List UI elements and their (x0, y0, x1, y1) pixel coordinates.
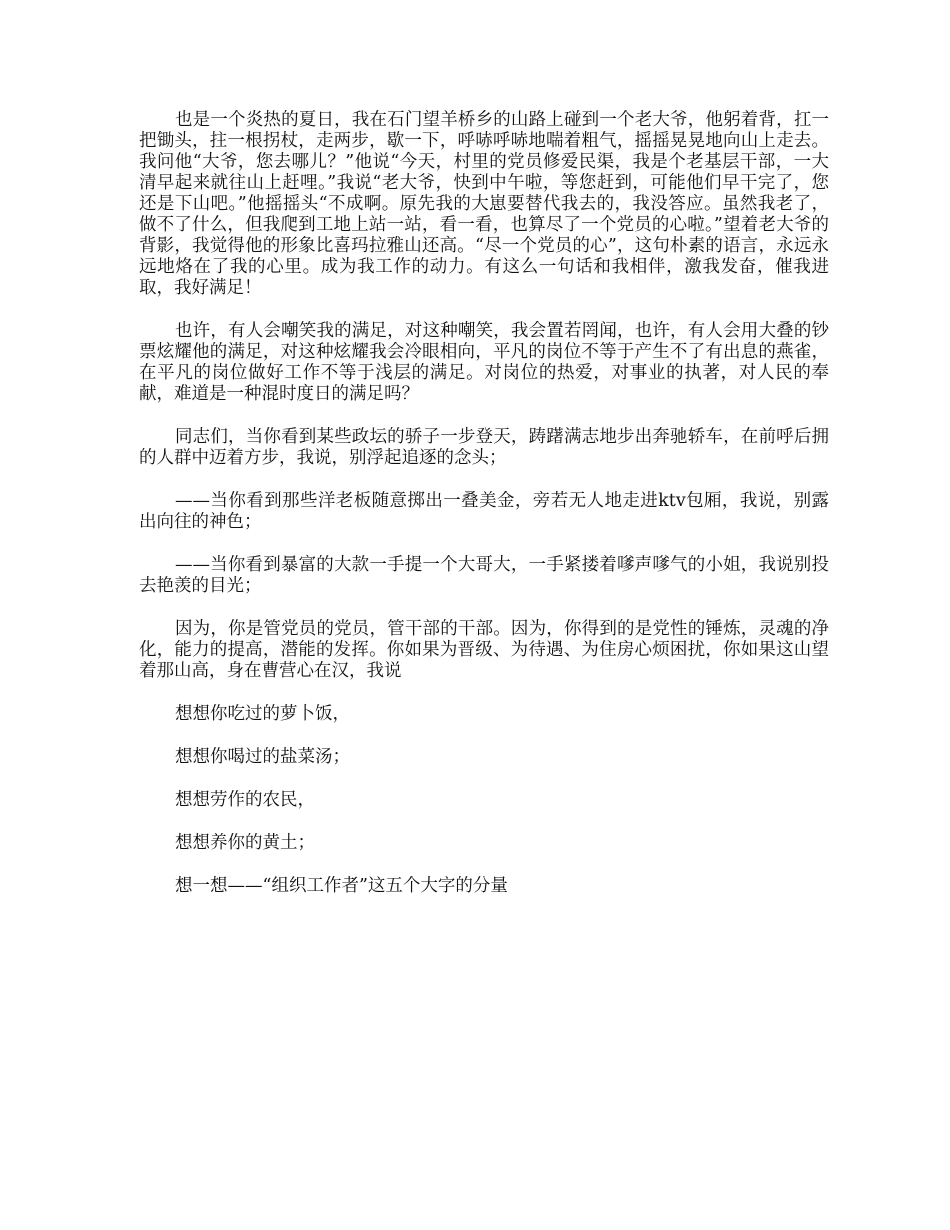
paragraph: 同志们，当你看到某些政坛的骄子一步登天，踌躇满志地步出奔驰轿车，在前呼后拥的人群中迈着方步，我说，别浮起追逐的念头； (139, 427, 829, 468)
paragraph: ——当你看到那些洋老板随意掷出一叠美金，旁若无人地走进ktv包厢，我说，别露出向往的神色； (139, 491, 829, 532)
paragraph: 想一想——“组织工作者”这五个大字的分量 (175, 876, 508, 896)
paragraph: ——当你看到暴富的大款一手提一个大哥大，一手紧搂着嗲声嗲气的小姐，我说别投去艳羡的目光； (139, 555, 829, 596)
paragraph: 想想养你的黄土； (175, 833, 315, 853)
paragraph: 因为，你是管党员的党员，管干部的干部。因为，你得到的是党性的锤炼，灵魂的净化，能力的提高，潜能的发挥。你如果为晋级、为待遇、为住房心烦困扰，你如果这山望着那山高，身在曹营心在汉，我说 (139, 619, 829, 681)
paragraph: 想想劳作的农民， (175, 790, 315, 810)
paragraph: 也是一个炎热的夏日，我在石门望羊桥乡的山路上碰到一个老大爷，他躬着背，扛一把锄头，拄一根拐杖，走两步，歇一下，呼哧呼哧地喘着粗气，摇摇晃晃地向山上走去。我问他“大爷，您去哪儿？”他说“今天，村里的党员修爱民渠，我是个老基层干部，一大清早起来就往山上赶哩。”我说“老大爷，快到中午啦，等您赶到，可能他们早干完了，您还是下山吧。”他摇摇头“不成啊。原先我的大崽要替代我去的，我没答应。虽然我老了，做不了什么，但我爬到工地上站一站，看一看，也算尽了一个党员的心啦。”望着老大爷的背影，我觉得他的形象比喜玛拉雅山还高。“尽一个党员的心”，这句朴素的语言，永远永远地烙在了我的心里。成为我工作的动力。有这么一句话和我相伴，激我发奋，催我进取，我好满足！ (139, 110, 829, 298)
document-body (139, 110, 829, 919)
paragraph: 想想你吃过的萝卜饭， (175, 704, 350, 724)
paragraph: 也许，有人会嘲笑我的满足，对这种嘲笑，我会置若罔闻，也许，有人会用大叠的钞票炫耀他的满足，对这种炫耀我会冷眼相向，平凡的岗位不等于产生不了有出息的燕雀，在平凡的岗位做好工作不等于浅层的满足。对岗位的热爱，对事业的执著，对人民的奉献，难道是一种混时度日的满足吗？ (139, 321, 829, 404)
paragraph: 想想你喝过的盐菜汤； (175, 747, 350, 767)
